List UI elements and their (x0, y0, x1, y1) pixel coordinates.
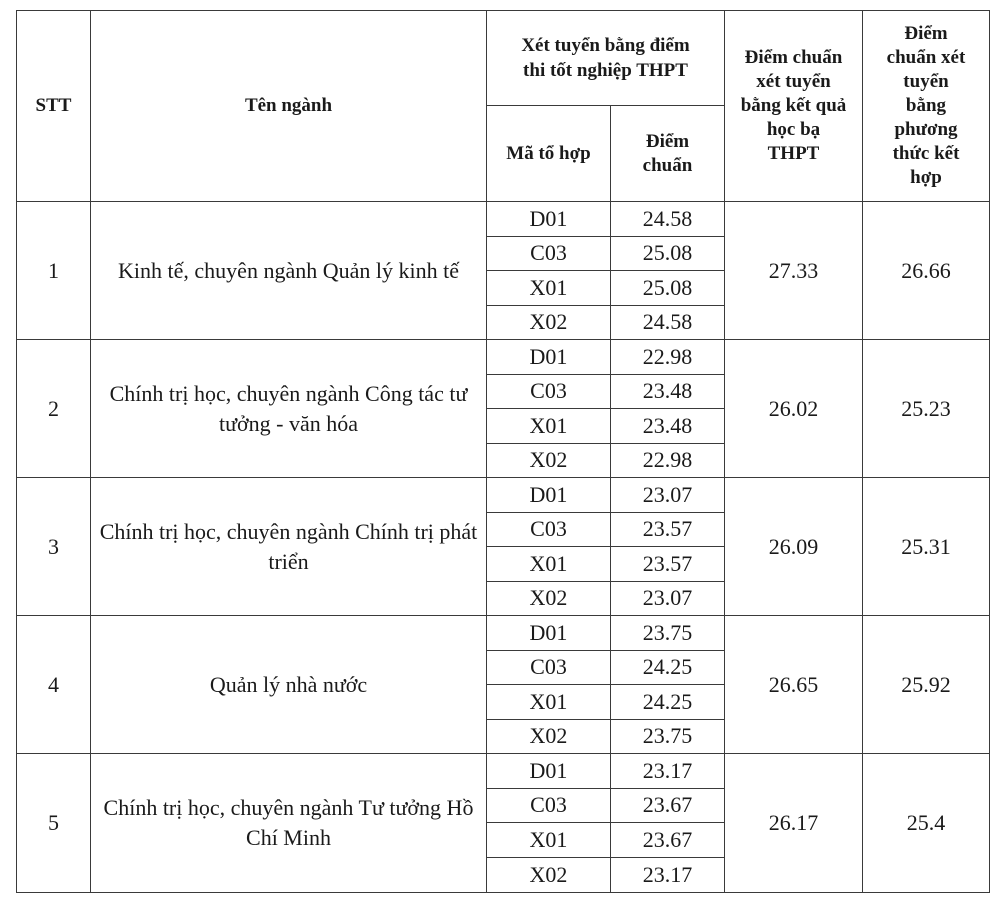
thpt-score-cell: 23.57 (611, 512, 725, 547)
header-combo-code: Mã tổ hợp (487, 106, 611, 202)
header-major: Tên ngành (91, 11, 487, 202)
thpt-score-cell: 22.98 (611, 443, 725, 478)
header-stt: STT (17, 11, 91, 202)
thpt-score-cell: 23.17 (611, 857, 725, 892)
combo-code-cell: X01 (487, 823, 611, 858)
thpt-score-cell: 24.25 (611, 650, 725, 685)
combo-code-cell: C03 (487, 788, 611, 823)
combo-code-cell: X02 (487, 719, 611, 754)
header-thpt-group: Xét tuyển bằng điểm thi tốt nghiệp THPT (487, 11, 725, 106)
combo-code-cell: C03 (487, 650, 611, 685)
hocba-score-cell: 26.02 (725, 340, 863, 478)
thpt-score-cell: 23.48 (611, 374, 725, 409)
table-row (17, 340, 990, 375)
stt-cell: 3 (17, 478, 91, 616)
admission-score-table-wrapper (16, 10, 990, 893)
major-name-cell: Kinh tế, chuyên ngành Quản lý kinh tế (91, 202, 487, 340)
header-hocba: Điểm chuẩn xét tuyển bằng kết quả học bạ THPT (725, 11, 863, 202)
combo-code-cell: D01 (487, 616, 611, 651)
combined-score-cell: 26.66 (863, 202, 990, 340)
thpt-score-cell: 23.75 (611, 616, 725, 651)
combo-code-cell: D01 (487, 754, 611, 789)
combo-code-cell: X01 (487, 271, 611, 306)
combined-score-cell: 25.23 (863, 340, 990, 478)
thpt-score-cell: 23.17 (611, 754, 725, 789)
thpt-score-cell: 22.98 (611, 340, 725, 375)
stt-cell: 4 (17, 616, 91, 754)
stt-cell: 2 (17, 340, 91, 478)
combo-code-cell: C03 (487, 374, 611, 409)
combo-code-cell: X02 (487, 443, 611, 478)
table-row (17, 616, 990, 651)
hocba-score-cell: 26.09 (725, 478, 863, 616)
combo-code-cell: X01 (487, 547, 611, 582)
combo-code-cell: C03 (487, 512, 611, 547)
table-body (17, 202, 990, 893)
admission-score-table (16, 10, 990, 893)
table-row (17, 202, 990, 237)
combo-code-cell: D01 (487, 340, 611, 375)
major-name-cell: Chính trị học, chuyên ngành Chính trị phát triển (91, 478, 487, 616)
stt-cell: 5 (17, 754, 91, 893)
combo-code-cell: X01 (487, 685, 611, 720)
combo-code-cell: D01 (487, 202, 611, 237)
combo-code-cell: X02 (487, 857, 611, 892)
header-thpt-score: Điểm chuẩn (611, 106, 725, 202)
stt-cell: 1 (17, 202, 91, 340)
thpt-score-cell: 25.08 (611, 236, 725, 271)
thpt-score-cell: 23.67 (611, 823, 725, 858)
combo-code-cell: D01 (487, 478, 611, 513)
thpt-score-cell: 23.57 (611, 547, 725, 582)
combo-code-cell: X02 (487, 581, 611, 616)
thpt-score-cell: 23.48 (611, 409, 725, 444)
header-combined: Điểm chuẩn xét tuyển bằng phương thức kết hợp (863, 11, 990, 202)
thpt-score-cell: 23.07 (611, 581, 725, 616)
thpt-score-cell: 24.25 (611, 685, 725, 720)
major-name-cell: Chính trị học, chuyên ngành Công tác tư tưởng - văn hóa (91, 340, 487, 478)
thpt-score-cell: 23.67 (611, 788, 725, 823)
combo-code-cell: X01 (487, 409, 611, 444)
major-name-cell: Chính trị học, chuyên ngành Tư tưởng Hồ Chí Minh (91, 754, 487, 893)
table-header (17, 11, 990, 202)
combined-score-cell: 25.92 (863, 616, 990, 754)
combined-score-cell: 25.31 (863, 478, 990, 616)
table-row (17, 478, 990, 513)
thpt-score-cell: 24.58 (611, 305, 725, 340)
thpt-score-cell: 25.08 (611, 271, 725, 306)
combo-code-cell: C03 (487, 236, 611, 271)
table-row (17, 754, 990, 789)
hocba-score-cell: 27.33 (725, 202, 863, 340)
thpt-score-cell: 23.07 (611, 478, 725, 513)
combined-score-cell: 25.4 (863, 754, 990, 893)
combo-code-cell: X02 (487, 305, 611, 340)
major-name-cell: Quản lý nhà nước (91, 616, 487, 754)
hocba-score-cell: 26.17 (725, 754, 863, 893)
hocba-score-cell: 26.65 (725, 616, 863, 754)
thpt-score-cell: 24.58 (611, 202, 725, 237)
thpt-score-cell: 23.75 (611, 719, 725, 754)
